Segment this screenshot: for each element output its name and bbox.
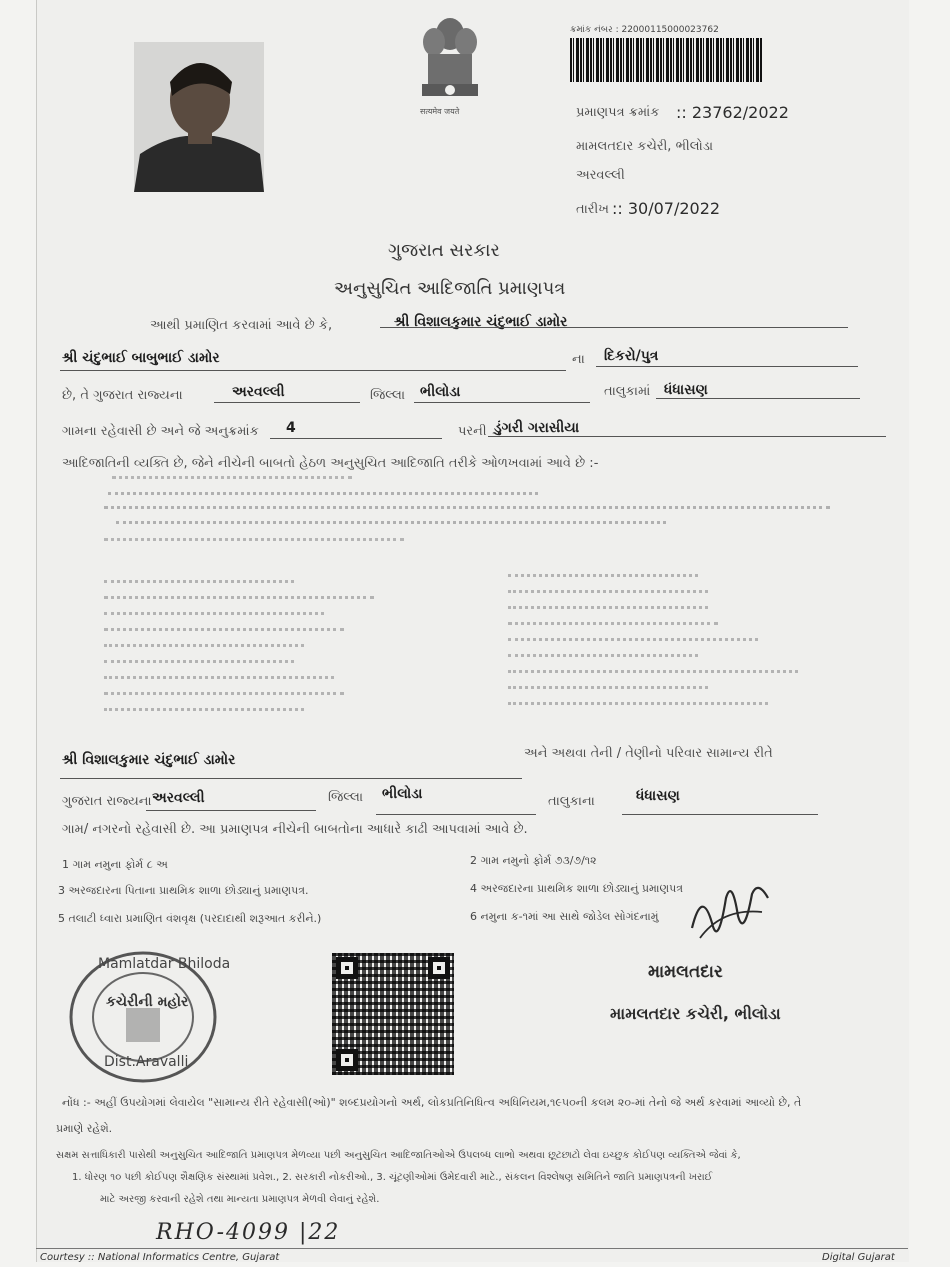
- order-line: [104, 580, 294, 583]
- officer-signature: [672, 868, 782, 958]
- note-4: માટે અરજી કરવાની રહેશે તથા માન્યતા પ્રમાણપત્ર મેળવી લેવાનું રહેશે.: [100, 1194, 380, 1205]
- line-taluka: [414, 402, 590, 403]
- footer-credit: Courtesy :: National Informatics Centre, Gujarat: [40, 1252, 280, 1263]
- document-item-1: 1 ગામ નમુના ફોર્મ ૮ અ: [62, 858, 168, 871]
- barcode-number: ક્રમાંક નંબર : 22000115000023762: [570, 25, 719, 35]
- order-line: [104, 644, 304, 647]
- tribe-value: ડુંગરી ગરાસીયા: [494, 420, 580, 436]
- certify-label: આથી પ્રમાણિત કરવામાં આવે છે કે,: [150, 318, 333, 333]
- stamp-bottom-text: Dist.Aravalli: [104, 1054, 189, 1070]
- order-line: [104, 506, 830, 509]
- note-1: નોંધ :- અહીં ઉપયોગમાં લેવાયેલ "સામાન્ય રીતે રહેવાસી(ઓ)" શબ્દપ્રયોગનો અર્થ, લોકપ્રતિનિધિત્વ અધિનિયમ,૧૯૫૦ની કલમ ૨૦-માં તેનો જે અર્થ કરવામાં આવ્યો છે, તે: [62, 1096, 802, 1109]
- line-taluka-2: [376, 814, 536, 815]
- village-value: ધંધાસણ: [664, 382, 708, 398]
- order-line: [508, 686, 708, 689]
- resident-text: ગામ/ નગરનો રહેવાસી છે. આ પ્રમાણપત્ર નીચેની બાબતોના આધારે કાઢી આપવામાં આવે છે.: [62, 822, 528, 837]
- order-line: [104, 692, 344, 695]
- taluka-label: તાલુકામાં: [604, 384, 651, 399]
- document-item-5: 5 તલાટી ધ્વારા પ્રમાણિત વંશવૃક્ષ (પરદાદાથી શરૂઆત કરીને.): [58, 912, 322, 925]
- family-text: અને અથવા તેની / તેણીનો પરિવાર સામાન્ય રીતે: [524, 746, 773, 761]
- certificate-title: અનુસુચિત આદિજાતિ પ્રમાણપત્ર: [334, 278, 566, 299]
- order-line: [104, 628, 344, 631]
- line-tribe: [488, 436, 886, 437]
- note-1b: પ્રમાણે રહેશે.: [56, 1122, 113, 1135]
- line-serial: [270, 438, 442, 439]
- emblem: [410, 12, 490, 116]
- issuing-district: અરવલ્લી: [576, 168, 625, 183]
- line-relation: [596, 366, 858, 367]
- qr-finder: [336, 957, 358, 979]
- note-2: સક્ષમ સત્તાધિકારી પાસેથી અનુસુચિત આદિજાતિ પ્રમાણપત્ર મેળવ્યા પછી અનુસુચિત આદિજાતિઓએ ઉપલબ્ધ લાભો અથવા છૂટછાટો લેવા ઇચ્છુક કોઈપણ વ્યક્તિએ જેવાં કે,: [56, 1150, 741, 1161]
- state-label-2: ગુજરાત રાજ્યના: [62, 794, 152, 809]
- applicant-photo: [134, 42, 264, 192]
- line-village-2: [622, 814, 818, 815]
- office-stamp: [68, 950, 231, 1084]
- emblem-motto: सत्यमेव जयते: [420, 107, 460, 116]
- order-line: [104, 660, 294, 663]
- note-3: 1. ધોરણ ૧૦ પછી કોઈપણ શૈક્ષણિક સંસ્થામાં પ્રવેશ., 2. સરકારી નોકરીઓ., 3. ચૂંટણીઓમાં ઉમેદવારી માટે., સંકલન વિશ્લેષણ સમિતિને જાતિ પ્રમાણપત્રની ખરાઈ: [72, 1172, 713, 1183]
- village-value-2: ધંધાસણ: [636, 788, 680, 804]
- document-item-4: 4 અરજદારના પ્રાથમિક શાળા છોડ્યાનું પ્રમાણપત્ર: [470, 882, 683, 895]
- line-name-2: [60, 778, 522, 779]
- stamp-top-text: Mamlatdar Bhiloda: [98, 956, 231, 972]
- document-item-2: 2 ગામ નમુનો ફોર્મ ૭૩/૭/૧૨: [470, 854, 597, 867]
- issue-date: :: 30/07/2022: [612, 199, 721, 218]
- na-label: ના: [572, 352, 585, 367]
- order-line: [104, 612, 324, 615]
- cert-number: :: 23762/2022: [676, 103, 789, 122]
- order-line: [508, 622, 718, 625]
- order-line: [104, 708, 304, 711]
- applicant-name: શ્રી વિશાલકુમાર ચંદુભાઈ ડામોર: [394, 314, 568, 330]
- stamp-center-text: કચેરીની મહોર: [106, 994, 189, 1010]
- order-line: [104, 596, 374, 599]
- resident-label: ગામના રહેવાસી છે અને જે અનુક્રમાંક: [62, 424, 259, 439]
- father-name: શ્રી ચંદુભાઈ બાબુભાઈ ડામોર: [62, 350, 220, 366]
- taluka-label-2: તાલુકાના: [548, 794, 595, 809]
- qr-finder: [428, 957, 450, 979]
- serial-number: 4: [286, 420, 296, 436]
- barcode: [570, 38, 762, 82]
- handwritten-reference: RHO-4099 |22: [156, 1220, 341, 1245]
- state-label: છે, તે ગુજરાત રાજ્યના: [62, 388, 183, 403]
- district-label: જિલ્લા: [370, 388, 406, 403]
- signatory-office: મામલતદાર કચેરી, ભીલોડા: [610, 1004, 781, 1023]
- order-line: [112, 476, 352, 479]
- relation: દિકરો/પુત્ર: [604, 348, 659, 364]
- signatory-role: મામલતદાર: [648, 962, 723, 982]
- taluka-value: ભીલોડા: [420, 384, 461, 400]
- order-line: [508, 670, 798, 673]
- applicant-name-2: શ્રી વિશાલકુમાર ચંદુભાઈ ડામોર: [62, 752, 236, 768]
- qr-finder: [336, 1049, 358, 1071]
- taluka-value-2: ભીલોડા: [382, 786, 423, 802]
- line-district-2: [146, 810, 316, 811]
- district-value-2: અરવલ્લી: [152, 790, 205, 806]
- line-father: [60, 370, 566, 371]
- line-district: [214, 402, 360, 403]
- footer-brand: Digital Gujarat: [822, 1252, 895, 1263]
- district-value: અરવલ્લી: [232, 384, 285, 400]
- document-item-3: 3 અરજદારના પિતાના પ્રાથમિક શાળા છોડ્યાનું પ્રમાણપત્ર.: [58, 884, 309, 897]
- order-line: [116, 521, 666, 524]
- date-label: તારીખ: [576, 202, 609, 217]
- district-label-2: જિલ્લા: [328, 790, 364, 805]
- order-line: [108, 492, 538, 495]
- issuing-office: મામલતદાર કચેરી, ભીલોડા: [576, 139, 714, 154]
- line-village: [656, 398, 860, 399]
- footer-rule: [36, 1248, 908, 1249]
- govt-title: ગુજરાત સરકાર: [388, 240, 500, 261]
- qr-code: [332, 953, 454, 1075]
- order-line: [508, 654, 698, 657]
- order-line: [508, 574, 698, 577]
- order-line: [104, 538, 404, 541]
- document-item-6: 6 નમુના ક-૧માં આ સાથે જોડેલ સોગંદનામું: [470, 910, 659, 923]
- cert-number-label: પ્રમાણપત્ર ક્રમાંક: [576, 105, 660, 120]
- order-line: [508, 638, 758, 641]
- parni-label: પરની: [458, 424, 487, 439]
- line-applicant: [380, 327, 848, 328]
- order-line: [508, 590, 708, 593]
- order-line: [104, 676, 334, 679]
- tribe-statement: આદિજાતિની વ્યક્તિ છે, જેને નીચેની બાબતો હેઠળ અનુસુચિત આદિજાતિ તરીકે ઓળખવામાં આવે છે :-: [62, 456, 599, 471]
- order-line: [508, 606, 708, 609]
- order-line: [508, 702, 768, 705]
